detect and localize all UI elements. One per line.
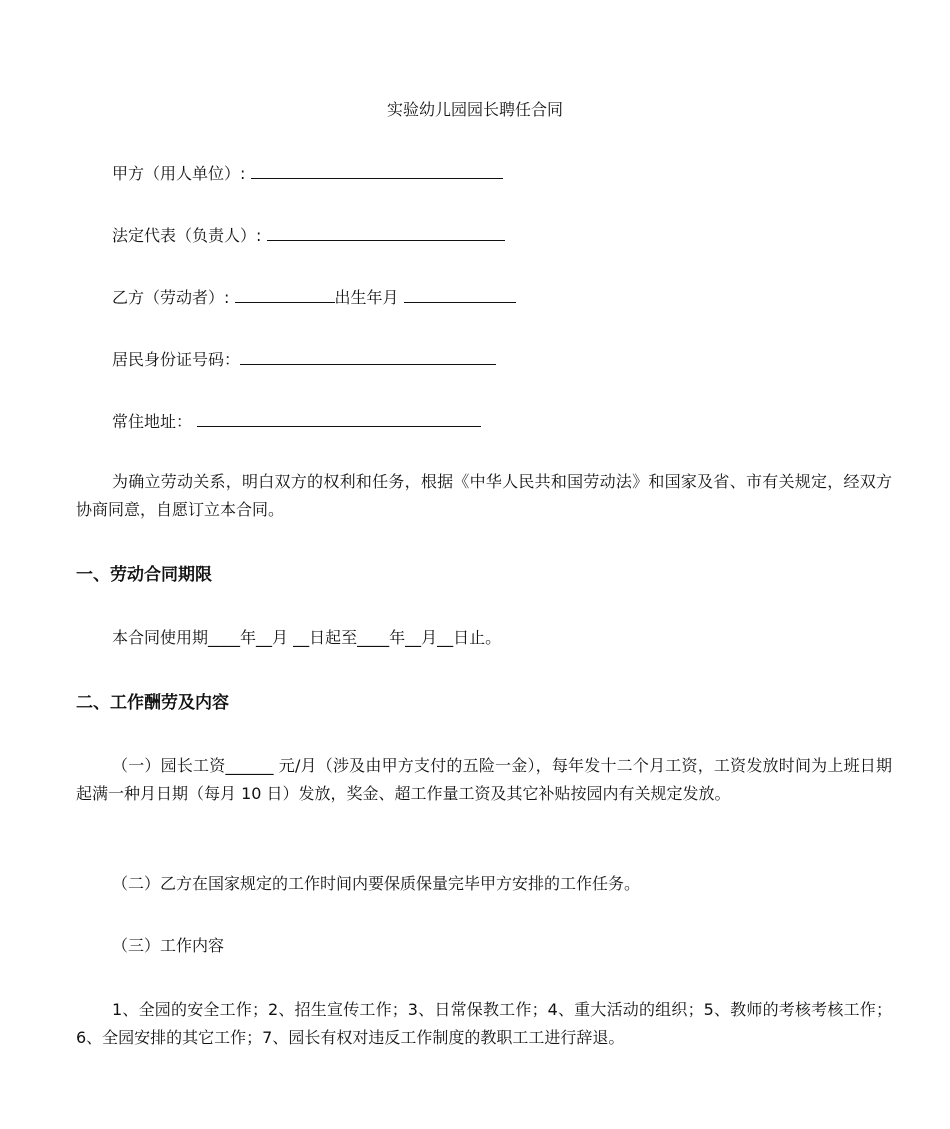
term-text: 本合同使用期____年__月 __日起至____年__月__日止。 xyxy=(112,628,502,647)
party-a-blank xyxy=(251,160,503,179)
section1-heading: 一、劳动合同期限 xyxy=(76,565,212,585)
legal-rep-line xyxy=(112,222,505,248)
intro-paragraph: 为确立劳动关系，明白双方的权利和任务，根据《中华人民共和国劳动法》和国家及省、市有关规定，经双方协商同意，自愿订立本合同。 xyxy=(76,472,892,519)
party-b-line xyxy=(112,284,516,310)
content-paragraph: 1、全园的安全工作；2、招生宣传工作；3、日常保教工作；4、重大活动的组织；5、教师的考核考核工作；6、全园安排的其它工作；7、园长有权对违反工作制度的教职工工进行辞退。 xyxy=(76,1000,892,1047)
content-heading: （三）工作内容 xyxy=(112,936,225,955)
address-label: 常住地址： xyxy=(112,412,193,431)
work-hours-text: （二）乙方在国家规定的工作时间内要保质保量完毕甲方安排的工作任务。 xyxy=(112,874,641,893)
party-a-label: 甲方（用人单位）: xyxy=(112,164,246,183)
salary-paragraph: （一）园长工资______ 元/月（涉及由甲方支付的五险一金），每年发十二个月工资，工资发放时间为上班日期起满一种月日期（每月 10 日）发放，奖金、超工作量工资及其它补贴按园内有关规定发放。 xyxy=(76,756,892,803)
party-a-line xyxy=(112,160,503,186)
address-blank xyxy=(197,408,481,427)
id-line xyxy=(112,346,496,372)
legal-rep-blank xyxy=(267,222,505,241)
id-blank xyxy=(240,346,496,365)
section2-heading: 二、工作酬劳及内容 xyxy=(76,693,229,713)
party-b-label: 乙方（劳动者）: xyxy=(112,288,230,307)
address-line xyxy=(112,408,481,434)
party-b-blank xyxy=(235,284,335,303)
birth-blank xyxy=(404,284,516,303)
birth-label: 出生年月 xyxy=(334,288,399,307)
document-title: 实验幼儿园园长聘任合同 xyxy=(386,100,563,119)
legal-rep-label: 法定代表（负责人）: xyxy=(112,226,262,245)
id-label: 居民身份证号码： xyxy=(112,350,241,369)
